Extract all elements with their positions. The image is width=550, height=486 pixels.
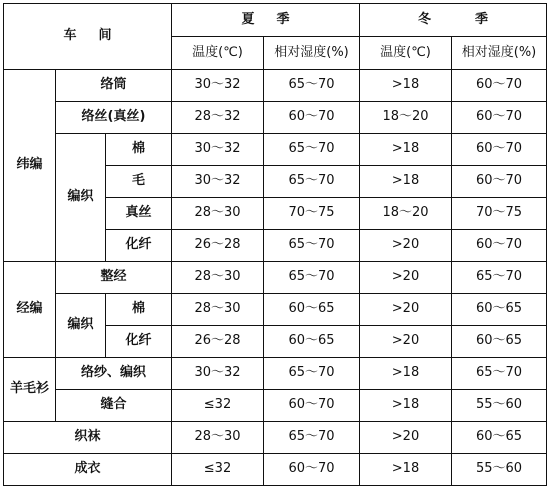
winter-humidity: 60～65 [452,326,547,358]
winter-temp: >20 [360,422,452,454]
summer-temp: 30～32 [172,70,264,102]
row-label: 化纤 [106,230,172,262]
row-label: 络纱、编织 [56,358,172,390]
winter-temp: >20 [360,262,452,294]
summer-header-char-1: 夏 [241,11,255,27]
table-row [4,134,547,166]
summer-humidity: 65～70 [264,134,360,166]
winter-humidity: 60～70 [452,102,547,134]
summer-temp: ≤32 [172,390,264,422]
summer-humidity: 60～65 [264,326,360,358]
winter-temp: >20 [360,326,452,358]
summer-humidity: 60～70 [264,390,360,422]
summer-temp: 28～30 [172,262,264,294]
summer-humidity-header: 相对湿度(%) [264,37,360,70]
table-row [4,390,547,422]
winter-temp: >18 [360,454,452,486]
table-row [4,358,547,390]
summer-temp-header: 温度(℃) [172,37,264,70]
subgroup-warp-weaving: 编织 [56,294,106,358]
summer-temp: 30～32 [172,134,264,166]
summer-temp: 28～32 [172,102,264,134]
row-label: 真丝 [106,198,172,230]
subgroup-weaving: 编织 [56,134,106,262]
summer-humidity: 65～70 [264,422,360,454]
summer-temp: 28～30 [172,198,264,230]
summer-humidity: 65～70 [264,166,360,198]
winter-temp: >18 [360,358,452,390]
winter-temp-header: 温度(℃) [360,37,452,70]
summer-temp: 28～30 [172,294,264,326]
winter-header [360,4,547,37]
winter-humidity: 60～70 [452,134,547,166]
row-label: 织袜 [4,422,172,454]
workshop-header [4,4,172,70]
row-label: 络筒 [56,70,172,102]
table-row [4,102,547,134]
winter-humidity: 60～70 [452,230,547,262]
workshop-header-char-1: 车 [63,28,77,44]
summer-humidity: 65～70 [264,262,360,294]
summer-humidity: 65～70 [264,358,360,390]
table-row [4,70,547,102]
summer-temp: 26～28 [172,230,264,262]
summer-humidity: 65～70 [264,70,360,102]
summer-temp: 28～30 [172,422,264,454]
header-row-1 [4,4,547,37]
workshop-header-char-2: 间 [98,28,112,44]
summer-header [172,4,360,37]
winter-humidity: 60～65 [452,422,547,454]
winter-header-char-2: 季 [475,11,489,27]
table-row [4,262,547,294]
winter-humidity: 60～70 [452,166,547,198]
row-label: 成衣 [4,454,172,486]
table-row [4,454,547,486]
summer-humidity: 60～70 [264,454,360,486]
summer-humidity: 60～70 [264,102,360,134]
group-sweater: 羊毛衫 [4,358,56,422]
row-label: 棉 [106,294,172,326]
row-label: 缝合 [56,390,172,422]
winter-humidity: 55～60 [452,454,547,486]
winter-humidity: 65～70 [452,262,547,294]
winter-humidity-header: 相对湿度(%) [452,37,547,70]
summer-humidity: 65～70 [264,230,360,262]
row-label: 毛 [106,166,172,198]
winter-humidity: 60～65 [452,294,547,326]
summer-humidity: 70～75 [264,198,360,230]
group-warp-knitting: 经编 [4,262,56,358]
summer-temp: 26～28 [172,326,264,358]
winter-temp: >18 [360,70,452,102]
table-row [4,422,547,454]
winter-temp: >18 [360,390,452,422]
winter-temp: >18 [360,166,452,198]
row-label: 化纤 [106,326,172,358]
winter-humidity: 65～70 [452,358,547,390]
winter-humidity: 60～70 [452,70,547,102]
row-label: 整经 [56,262,172,294]
summer-temp: 30～32 [172,358,264,390]
summer-temp: 30～32 [172,166,264,198]
row-label: 络丝(真丝) [56,102,172,134]
winter-humidity: 70～75 [452,198,547,230]
row-label: 棉 [106,134,172,166]
summer-header-char-2: 季 [276,11,290,27]
winter-humidity: 55～60 [452,390,547,422]
winter-temp: >20 [360,294,452,326]
summer-humidity: 60～65 [264,294,360,326]
winter-header-char-1: 冬 [417,11,431,27]
winter-temp: >20 [360,230,452,262]
group-weft-knitting: 纬编 [4,70,56,262]
winter-temp: 18～20 [360,102,452,134]
table-row [4,294,547,326]
winter-temp: 18～20 [360,198,452,230]
summer-temp: ≤32 [172,454,264,486]
winter-temp: >18 [360,134,452,166]
workshop-climate-table [3,3,547,486]
